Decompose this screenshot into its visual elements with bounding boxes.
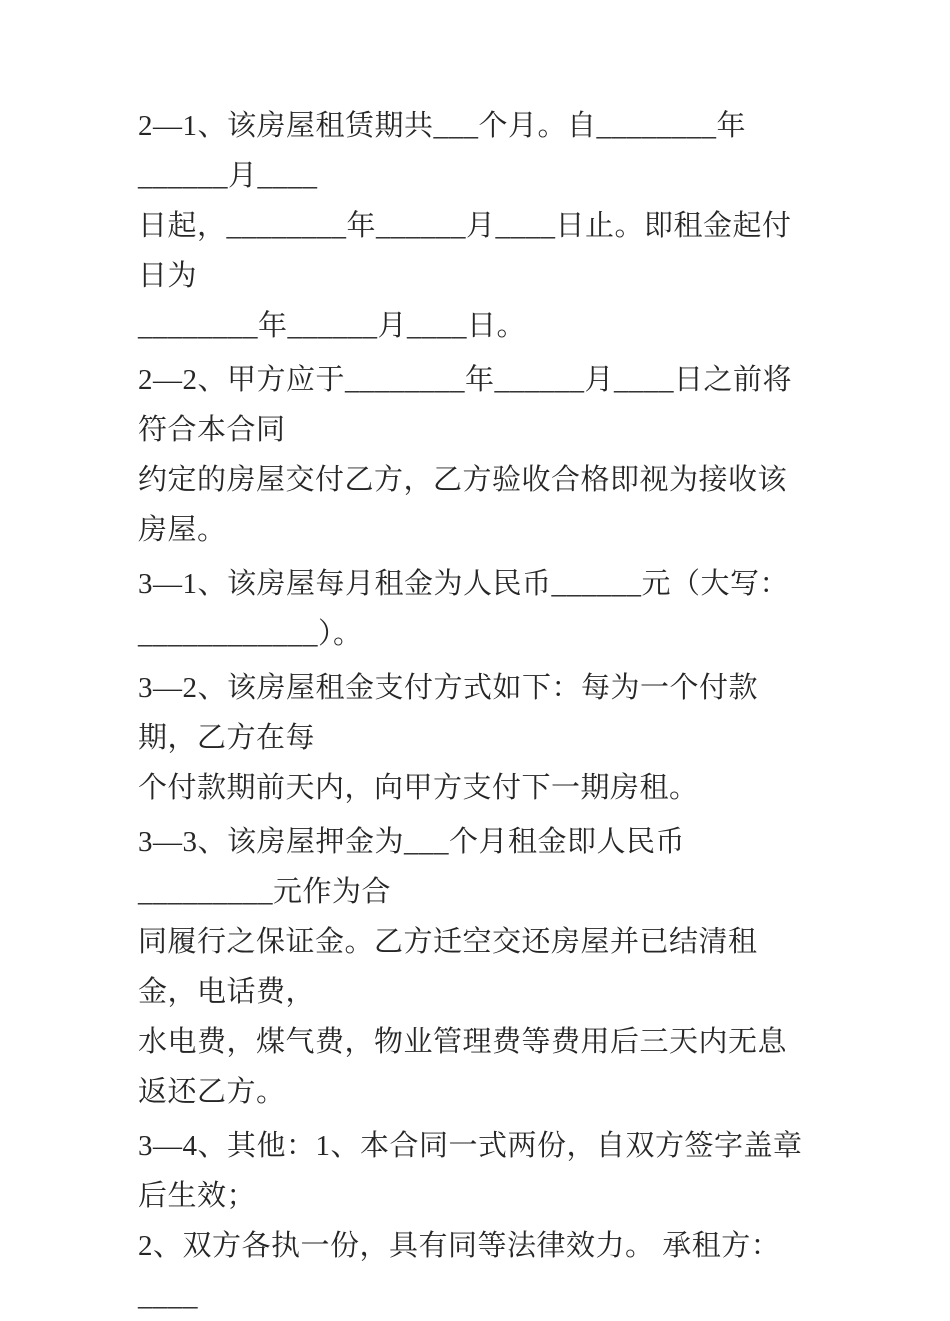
contract-line: 日起，________年______月____日止。即租金起付日为 bbox=[138, 210, 792, 292]
contract-line: 约定的房屋交付乙方，乙方验收合格即视为接收该房屋。 bbox=[138, 464, 788, 546]
contract-paragraph-3-2 bbox=[138, 663, 814, 813]
contract-line: 2—1、该房屋租赁期共___个月。自________年______月____ bbox=[138, 110, 747, 192]
contract-line: 个付款期前天内，向甲方支付下一期房租。 bbox=[138, 772, 699, 804]
contract-paragraph-3-3 bbox=[138, 817, 814, 1117]
contract-line: 3—3、该房屋押金为___个月租金即人民币_________元作为合 bbox=[138, 826, 686, 908]
contract-line: 同履行之保证金。乙方迁空交还房屋并已结清租金，电话费， bbox=[138, 926, 758, 1008]
contract-paragraph-3-1 bbox=[138, 559, 814, 659]
contract-line: 3—1、该房屋每月租金为人民币______元（大写： bbox=[138, 568, 790, 600]
contract-line: 3—4、其他：1、本合同一式两份，自双方签字盖章后生效； bbox=[138, 1130, 803, 1212]
contract-line: 水电费，煤气费，物业管理费等费用后三天内无息返还乙方。 bbox=[138, 1026, 788, 1108]
contract-paragraph-2-2 bbox=[138, 355, 814, 555]
contract-line: 2—2、甲方应于________年______月____日之前将符合本合同 bbox=[138, 364, 793, 446]
contract-paragraph-2-1 bbox=[138, 101, 814, 351]
contract-line: ____________）。 bbox=[138, 618, 363, 650]
contract-paragraph-3-4 bbox=[138, 1121, 814, 1321]
contract-line: 3—2、该房屋租金支付方式如下：每为一个付款期，乙方在每 bbox=[138, 672, 759, 754]
contract-line: ________年______月____日。 bbox=[138, 310, 527, 342]
contract-line: 2、双方各执一份，具有同等法律效力。 承租方：____ bbox=[138, 1230, 781, 1312]
